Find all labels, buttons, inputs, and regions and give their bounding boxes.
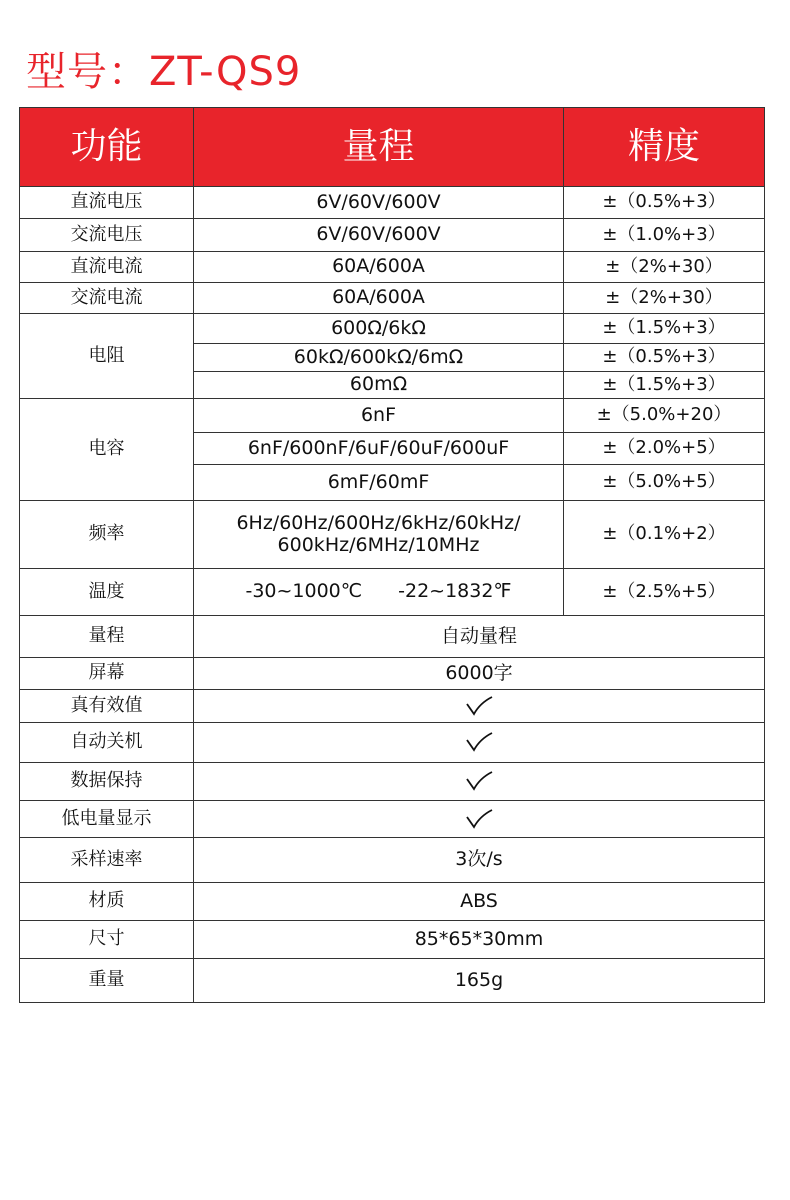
value-cell	[194, 690, 765, 723]
accuracy-cell: ±（2.5%+5）	[564, 569, 765, 616]
table-row	[20, 763, 765, 801]
feature-cell: 采样速率	[20, 838, 194, 883]
table-row	[20, 219, 765, 252]
accuracy-cell: ±（0.5%+3）	[564, 187, 765, 219]
range-cell	[194, 569, 564, 616]
function-cell: 频率	[20, 501, 194, 569]
range-cell: 6V/60V/600V	[194, 219, 564, 252]
header-row	[20, 108, 765, 187]
function-cell: 交流电压	[20, 219, 194, 252]
table-row	[20, 838, 765, 883]
value-cell	[194, 763, 765, 801]
table-row	[20, 501, 765, 569]
range-cell: 6V/60V/600V	[194, 187, 564, 219]
table-row	[20, 921, 765, 959]
header-accuracy: 精度	[564, 108, 765, 187]
range-cell: 6mF/60mF	[194, 465, 564, 501]
table-row	[20, 801, 765, 838]
range-line: 6Hz/60Hz/600Hz/6kHz/60kHz/	[236, 511, 521, 534]
range-cell: 600Ω/6kΩ	[194, 314, 564, 344]
accuracy-cell: ±（1.5%+3）	[564, 372, 765, 399]
accuracy-cell: ±（0.5%+3）	[564, 344, 765, 372]
feature-cell: 屏幕	[20, 658, 194, 690]
table-row	[20, 883, 765, 921]
table-row	[20, 658, 765, 690]
function-cell: 温度	[20, 569, 194, 616]
spec-table	[19, 107, 765, 1003]
accuracy-cell: ±（2%+30）	[564, 252, 765, 283]
feature-cell: 重量	[20, 959, 194, 1003]
function-cell: 直流电压	[20, 187, 194, 219]
header-function: 功能	[20, 108, 194, 187]
checkmark-icon	[464, 731, 494, 753]
range-cell	[194, 501, 564, 569]
function-cell: 直流电流	[20, 252, 194, 283]
value-cell: 自动量程	[194, 616, 765, 658]
checkmark-icon	[464, 695, 494, 717]
value-cell	[194, 801, 765, 838]
range-celsius: -30~1000℃	[245, 580, 363, 603]
feature-cell: 低电量显示	[20, 801, 194, 838]
accuracy-cell: ±（1.0%+3）	[564, 219, 765, 252]
range-fahrenheit: -22~1832℉	[398, 580, 512, 603]
table-row	[20, 283, 765, 314]
feature-cell: 真有效值	[20, 690, 194, 723]
range-cell: 60A/600A	[194, 283, 564, 314]
function-cell: 交流电流	[20, 283, 194, 314]
value-cell: ABS	[194, 883, 765, 921]
table-row	[20, 723, 765, 763]
value-cell: 165g	[194, 959, 765, 1003]
function-cell: 电容	[20, 399, 194, 501]
table-row	[20, 187, 765, 219]
table-row	[20, 616, 765, 658]
table-row	[20, 314, 765, 344]
accuracy-cell: ±（2%+30）	[564, 283, 765, 314]
accuracy-cell: ±（5.0%+5）	[564, 465, 765, 501]
function-cell: 电阻	[20, 314, 194, 399]
accuracy-cell: ±（5.0%+20）	[564, 399, 765, 433]
feature-cell: 量程	[20, 616, 194, 658]
table-row	[20, 569, 765, 616]
value-cell: 3次/s	[194, 838, 765, 883]
range-cell: 6nF	[194, 399, 564, 433]
accuracy-cell: ±（2.0%+5）	[564, 433, 765, 465]
checkmark-icon	[464, 808, 494, 830]
header-range: 量程	[194, 108, 564, 187]
accuracy-cell: ±（1.5%+3）	[564, 314, 765, 344]
feature-cell: 自动关机	[20, 723, 194, 763]
table-row	[20, 399, 765, 433]
feature-cell: 尺寸	[20, 921, 194, 959]
accuracy-cell: ±（0.1%+2）	[564, 501, 765, 569]
range-cell: 60mΩ	[194, 372, 564, 399]
feature-cell: 材质	[20, 883, 194, 921]
value-cell: 85*65*30mm	[194, 921, 765, 959]
value-cell	[194, 723, 765, 763]
range-cell: 60A/600A	[194, 252, 564, 283]
table-row	[20, 690, 765, 723]
range-cell: 60kΩ/600kΩ/6mΩ	[194, 344, 564, 372]
table-row	[20, 252, 765, 283]
table-row	[20, 959, 765, 1003]
checkmark-icon	[464, 770, 494, 792]
model-title: 型号：ZT-QS9	[26, 49, 302, 95]
range-line: 600kHz/6MHz/10MHz	[277, 533, 480, 556]
range-cell: 6nF/600nF/6uF/60uF/600uF	[194, 433, 564, 465]
value-cell: 6000字	[194, 658, 765, 690]
feature-cell: 数据保持	[20, 763, 194, 801]
